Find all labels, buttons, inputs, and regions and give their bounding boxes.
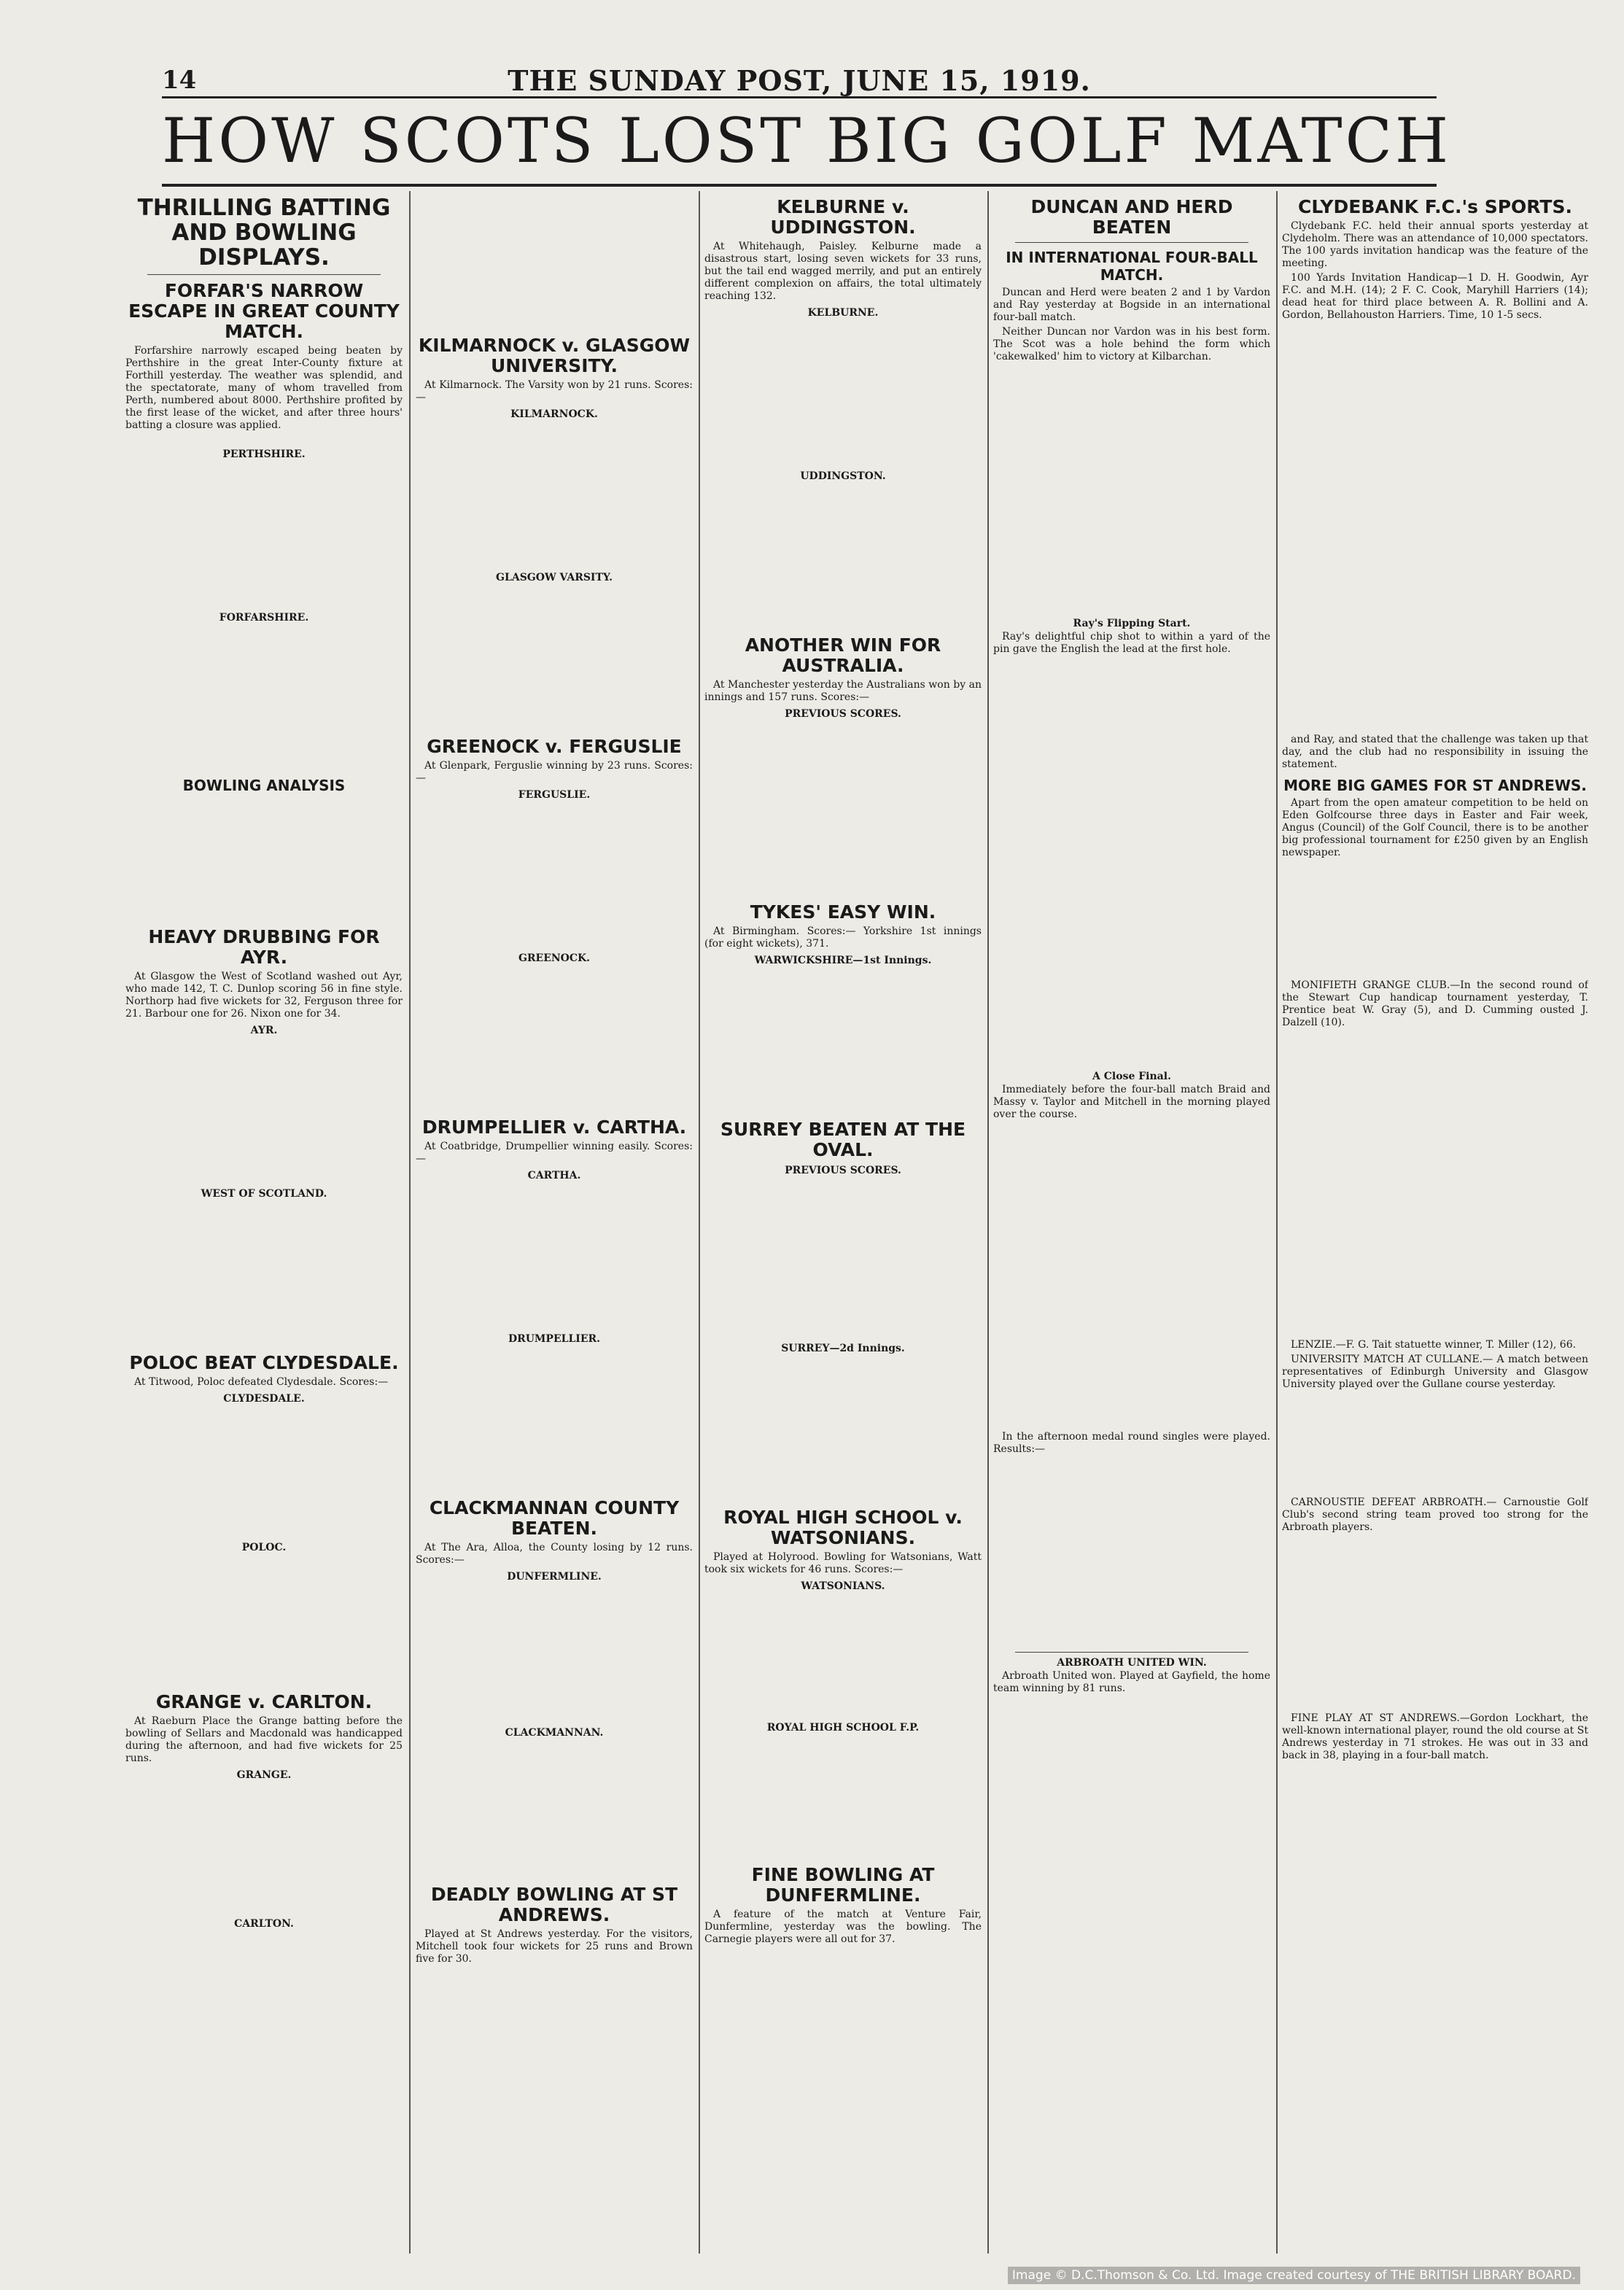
article-headline: TYKES' EASY WIN. <box>750 901 936 923</box>
team-heading: GLASGOW VARSITY. <box>496 572 613 583</box>
article-paragraph: CARNOUSTIE DEFEAT ARBROATH.— Carnoustie Golf Club's second string team proved too strong for the Arbroath players. <box>1282 1497 1588 1533</box>
team-heading: GREENOCK. <box>518 952 591 964</box>
article-paragraph: At Titwood, Poloc defeated Clydesdale. Scores:— <box>134 1376 389 1388</box>
score-table <box>416 1183 693 1329</box>
score-table <box>416 1740 693 1879</box>
column-divider <box>699 191 700 2254</box>
team-heading: CLYDESDALE. <box>223 1393 305 1405</box>
article-paragraph: Forfarshire narrowly escaped being beaten by Perthshire in the great Inter-County fixture at Forthill yesterday. The weather was splendid, and the spectatorate, many of whom travelled from Perth, numbered about 8000. Perthshire profited by the first lease of the wicket, and after three hours' batting a closure was applied. <box>125 345 403 431</box>
article-headline: KILMARNOCK v. GLASGOW UNIVERSITY. <box>418 335 691 376</box>
team-heading: FORFARSHIRE. <box>219 612 309 624</box>
article-headline: FINE BOWLING AT DUNFERMLINE. <box>751 1864 935 1906</box>
team-heading: DRUMPELLIER. <box>508 1333 601 1345</box>
team-heading: DUNFERMLINE. <box>507 1571 602 1583</box>
article-paragraph: FINE PLAY AT ST ANDREWS.—Gordon Lockhart, the well-known international player, round the old course at St Andrews yesterday in 71 strokes. He was out in 33 and back in 38, playing in a four-ball match. <box>1282 1712 1588 1761</box>
article-subheadline: IN INTERNATIONAL FOUR-BALL MATCH. <box>1006 249 1258 284</box>
article-paragraph: Played at St Andrews yesterday. For the visitors, Mitchell took four wickets for 25 runs and Brown five for 30. <box>416 1928 693 1965</box>
score-table <box>704 484 982 629</box>
column-divider <box>987 191 989 2254</box>
team-heading: PERTHSHIRE. <box>222 449 306 460</box>
article-paragraph: Ray's delightful chip shot to within a yard of the pin gave the English the lead at the first hole. <box>993 631 1270 655</box>
score-table <box>416 802 693 948</box>
masthead <box>162 60 1437 98</box>
score-table <box>125 1406 403 1537</box>
text-block <box>1282 861 1588 978</box>
article-paragraph: Clydebank F.C. held their annual sports yesterday at Clydeholm. There was an attendance of 10,000 spectators. The 100 yards invitation handicap was the feature of the meeting. <box>1282 220 1588 269</box>
team-heading: ROYAL HIGH SCHOOL F.P. <box>766 1722 920 1734</box>
article-headline: DUNCAN AND HERD BEATEN <box>1030 196 1233 238</box>
team-heading: PREVIOUS SCORES. <box>785 1165 901 1176</box>
article-paragraph: Duncan and Herd were beaten 2 and 1 by Vardon and Ray yesterday at Bogside in an international four-ball match. <box>993 287 1270 323</box>
newspaper-name: THE SUNDAY POST, JUNE 15, 1919. <box>508 64 1091 97</box>
section-subheading: Ray's Flipping Start. <box>1073 618 1191 629</box>
article-paragraph: 100 Yards Invitation Handicap—1 D. H. Goodwin, Ayr F.C. and M.H. (14); 2 F. C. Cook, Maryhill Harriers (14); dead heat for third place between A. R. Bollini and A. Gordon, Bellahouston Harriers. Time, 10 1-5 secs. <box>1282 272 1588 321</box>
image-credit: Image © D.C.Thomson & Co. Ltd. Image created courtesy of THE BRITISH LIBRARY BOARD. <box>1008 2267 1580 2284</box>
page-number: 14 <box>162 66 197 95</box>
score-table <box>704 1594 982 1717</box>
article-headline: CLYDEBANK F.C.'s SPORTS. <box>1298 196 1572 217</box>
article-paragraph: At The Ara, Alloa, the County losing by 12 runs. Scores:— <box>416 1542 693 1566</box>
score-table <box>704 968 982 1114</box>
divider <box>1015 242 1248 243</box>
article-paragraph: LENZIE.—F. G. Tait statuette winner, T. Miller (12), 66. <box>1291 1339 1577 1351</box>
column-5 <box>1282 191 1588 2254</box>
text-block <box>1282 1393 1588 1495</box>
column-divider <box>409 191 411 2254</box>
article-headline: POLOC BEAT CLYDESDALE. <box>129 1352 399 1373</box>
team-heading: SURREY—2d Innings. <box>781 1343 905 1354</box>
divider <box>1015 1652 1248 1653</box>
score-table <box>416 966 693 1111</box>
article-paragraph: At Glenpark, Ferguslie winning by 23 runs. Scores:— <box>416 760 693 784</box>
text-block <box>1282 1536 1588 1711</box>
article-headline: THRILLING BATTING AND BOWLING DISPLAYS. <box>137 195 391 271</box>
article-headline: HEAVY DRUBBING FOR AYR. <box>148 926 380 968</box>
team-heading: UDDINGSTON. <box>800 470 886 482</box>
score-table <box>125 625 403 771</box>
score-table <box>125 462 403 608</box>
score-table <box>125 1555 403 1686</box>
article-paragraph: At Whitehaugh, Paisley. Kelburne made a disastrous start, losing seven wickets for 33 runs, but the tail end wagged merrily, and put an entirely different complexion on affairs, the total ultimately reaching 132. <box>704 241 982 302</box>
column-3 <box>704 191 982 2254</box>
column-4 <box>993 191 1270 2254</box>
article-headline: KELBURNE v. UDDINGSTON. <box>770 196 916 238</box>
article-paragraph: At Birmingham. Scores:— Yorkshire 1st innings (for eight wickets), 371. <box>704 925 982 950</box>
team-heading: WATSONIANS. <box>801 1580 885 1592</box>
team-heading: POLOC. <box>241 1542 287 1553</box>
bowling-table <box>125 797 403 921</box>
text-block <box>993 1123 1270 1429</box>
score-table <box>125 1038 403 1184</box>
score-table <box>704 1356 982 1502</box>
section-heading: BOWLING ANALYSIS <box>182 777 346 794</box>
article-paragraph: At Kilmarnock. The Varsity won by 21 runs. Scores:— <box>416 379 693 403</box>
column-1 <box>125 191 403 2254</box>
team-heading: WARWICKSHIRE—1st Innings. <box>754 955 932 966</box>
team-heading: KELBURNE. <box>807 307 879 319</box>
team-heading: PREVIOUS SCORES. <box>785 708 901 720</box>
score-table <box>125 1782 403 1914</box>
text-block <box>993 658 1270 1066</box>
article-paragraph: Apart from the open amateur competition to be held on Eden Golfcourse three days in Easter and Fair week, Angus (Council) of the Golf Council, there is to be another big professional tournament for £250 given by an English newspaper. <box>1282 797 1588 858</box>
article-paragraph: Immediately before the four-ball match Braid and Massy v. Taylor and Mitchell in the morning played over the course. <box>993 1084 1270 1120</box>
score-table <box>416 585 693 731</box>
article-headline: ANOTHER WIN FOR AUSTRALIA. <box>745 634 941 676</box>
article-paragraph: At Glasgow the West of Scotland washed out Ayr, who made 142, T. C. Dunlop scoring 56 in fine style. Northorp had five wickets for 32, Ferguson three for 21. Barbour one for 26. Nixon one for 34. <box>125 971 403 1020</box>
team-heading: GRANGE. <box>236 1769 292 1781</box>
article-paragraph: UNIVERSITY MATCH AT CULLANE.— A match between representatives of Edinburgh University and Glasgow University played over the Gullane course yesterday. <box>1282 1354 1588 1390</box>
article-headline: DEADLY BOWLING AT ST ANDREWS. <box>430 1884 678 1925</box>
article-headline: CLACKMANNAN COUNTY BEATEN. <box>429 1497 680 1539</box>
team-heading: KILMARNOCK. <box>510 408 598 420</box>
text-block <box>1282 324 1588 732</box>
team-heading: FERGUSLIE. <box>518 789 591 801</box>
top-rule <box>162 184 1437 187</box>
article-headline: GRANGE v. CARLTON. <box>155 1691 373 1712</box>
team-heading: CARTHA. <box>527 1170 581 1181</box>
article-headline: SURREY BEATEN AT THE OVAL. <box>720 1119 966 1160</box>
score-table <box>704 1735 982 1859</box>
article-paragraph: and Ray, and stated that the challenge was taken up that day, and the club had no responsibility in issuing the statement. <box>1282 734 1588 770</box>
score-table <box>416 1584 693 1723</box>
score-table <box>416 422 693 567</box>
team-heading: AYR. <box>250 1025 278 1036</box>
article-subheadline: FORFAR'S NARROW ESCAPE IN GREAT COUNTY MATCH. <box>128 280 400 342</box>
score-table <box>704 721 982 896</box>
article-paragraph: At Raeburn Place the Grange batting before the bowling of Sellars and Macdonald was handicapped during the afternoon, and had five wickets for 25 runs. <box>125 1715 403 1764</box>
article-paragraph: MONIFIETH GRANGE CLUB.—In the second round of the Stewart Cup handicap tournament yesterday, T. Prentice beat W. Gray (5), and D. Cumming ousted J. Dalzell (10). <box>1282 979 1588 1028</box>
score-table <box>704 1178 982 1338</box>
article-paragraph: In the afternoon medal round singles were played. Results:— <box>993 1431 1270 1455</box>
text-block <box>1282 1031 1588 1338</box>
text-block <box>993 365 1270 613</box>
section-heading: MORE BIG GAMES FOR ST ANDREWS. <box>1283 777 1587 794</box>
section-subheading: ARBROATH UNITED WIN. <box>1057 1657 1207 1669</box>
score-table <box>416 1346 693 1492</box>
page-headline: HOW SCOTS LOST BIG GOLF MATCH <box>162 105 1452 176</box>
score-table <box>125 1201 403 1347</box>
column-divider <box>1276 191 1278 2254</box>
article-headline: DRUMPELLIER v. CARTHA. <box>421 1117 687 1138</box>
article-paragraph: At Manchester yesterday the Australians won by an innings and 157 runs. Scores:— <box>704 679 982 703</box>
article-paragraph: Neither Duncan nor Vardon was in his best form. The Scot was a hole behind the form which 'cakewalked' him to victory at Kilbarchan. <box>993 326 1270 362</box>
article-paragraph: At Coatbridge, Drumpellier winning easily. Scores:— <box>416 1141 693 1165</box>
score-table <box>704 320 982 466</box>
section-subheading: A Close Final. <box>1092 1071 1171 1082</box>
article-headline: ROYAL HIGH SCHOOL v. WATSONIANS. <box>723 1507 963 1548</box>
article-headline: GREENOCK v. FERGUSLIE <box>427 736 682 757</box>
team-heading: CLACKMANNAN. <box>505 1727 604 1739</box>
team-heading: WEST OF SCOTLAND. <box>201 1188 327 1200</box>
score-table <box>993 1458 1270 1647</box>
divider <box>147 274 381 275</box>
article-paragraph: Played at Holyrood. Bowling for Watsonians, Watt took six wickets for 46 runs. Scores:— <box>704 1551 982 1575</box>
column-2 <box>416 191 693 2254</box>
text-block <box>125 434 403 444</box>
team-heading: CARLTON. <box>234 1918 294 1930</box>
article-paragraph: Arbroath United won. Played at Gayfield, the home team winning by 81 runs. <box>993 1670 1270 1694</box>
article-paragraph: A feature of the match at Venture Fair, Dunfermline, yesterday was the bowling. The Carnegie players were all out for 37. <box>704 1909 982 1945</box>
